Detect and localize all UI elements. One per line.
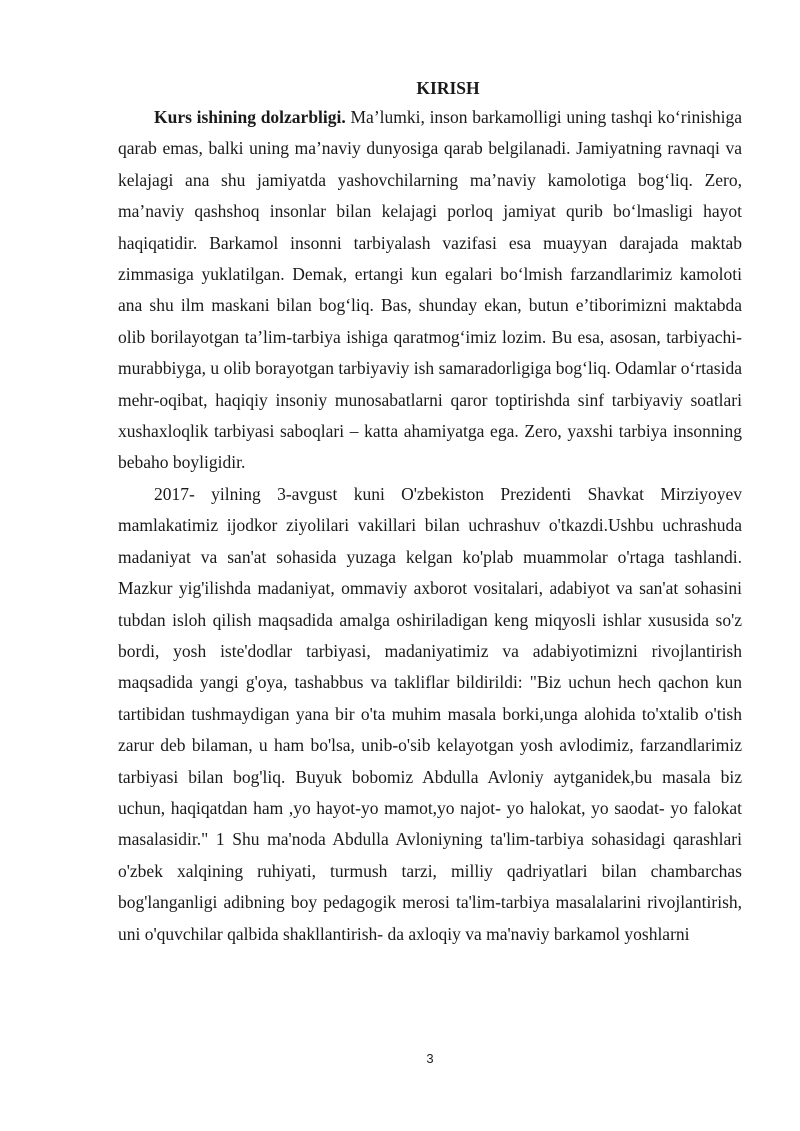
paragraph-meeting: 2017- yilning 3-avgust kuni O'zbekiston Prezidenti Shavkat Mirziyoyev mamlakatimiz ijodkor ziyolilari vakillari bilan uchrashuv o'tkazdi.Ushbu uchrashuda madaniyat va san'at sohasida yuzaga kelgan ko'plab muammolar o'rtaga tashlandi. Mazkur yig'ilishda madaniyat, ommaviy axborot vositalari, adabiyot va san'at sohasini tubdan isloh qilish maqsadida amalga oshiriladigan keng miqyosli ishlar xususida so'z bordi, yosh iste'dodlar tarbiyasi, madaniyatimiz va adabiyotimizni rivojlantirish maqsadida yangi g'oya, tashabbus va takliflar bildirildi: "Biz uchun hech qachon kun tartibidan tushmaydigan yana bir o'ta muhim masala borki,unga alohida to'xtalib o'tish zarur deb bilaman, u ham bo'lsa, unib-o'sib kelayotgan yosh avlodimiz, farzandlarimiz tarbiyasi bilan bog'liq. Buyuk bobomiz Abdulla Avloniy aytganidek,bu masala biz uchun, haqiqatdan ham ,yo hayot-yo mamot,yo najot- yo halokat, yo saodat- yo falokat masalasidir." 1 Shu ma'noda Abdulla Avloniyning ta'lim-tarbiya sohasidagi qarashlari o'zbek xalqining ruhiyati, turmush tarzi, milliy qadriyatlari bilan chambarchas bog'langanligi adibning boy pedagogik merosi ta'lim-tarbiya masalalarini rivojlantirish, uni o'quvchilar qalbida shakllantirish- da axloqiy va ma'naviy barkamol yoshlarni — [118, 483, 742, 944]
document-body — [118, 75, 742, 950]
page-number: 3 — [426, 1051, 434, 1066]
section-heading: KIRISH — [416, 78, 480, 98]
paragraph-relevance — [118, 102, 742, 479]
paragraph-text: Ma’lumki, inson barkamolligi uning tashqi ko‘rinishiga qarab emas, balki uning ma’naviy dunyosiga qarab belgilanadi. Jamiyatning ravnaqi va kelajagi ana shu jamiyatda yashovchilarning ma’naviy kamolotiga bog‘liq. Zero, ma’naviy qashshoq insonlar bilan kelajagi porloq jamiyat qurib bo‘lmasligi hayot haqiqatidir. Barkamol insonni tarbiyalash vazifasi esa muayyan darajada maktab zimmasiga yuklatilgan. Demak, ertangi kun egalari bo‘lmish farzandlarimiz kamoloti ana shu ilm maskani bilan bog‘liq. Bas, shunday ekan, butun e’tiborimizni maktabda olib borilayotgan ta’lim-tarbiya ishiga qaratmog‘imiz lozim. Bu esa, asosan, tarbiyachi-murabbiyga, u olib borayotgan tarbiyaviy ish samaradorligiga bog‘liq. Odamlar o‘rtasida mehr-oqibat, haqiqiy insoniy munosabatlarni qaror toptirishda sinf tarbiyaviy soatlari xushaxloqlik tarbiyasi saboqlari – katta ahamiyatga ega. Zero, yaxshi tarbiya insonning bebaho boyligidir. — [118, 107, 743, 473]
paragraph-lead: Kurs ishining dolzarbligi. — [154, 107, 346, 127]
